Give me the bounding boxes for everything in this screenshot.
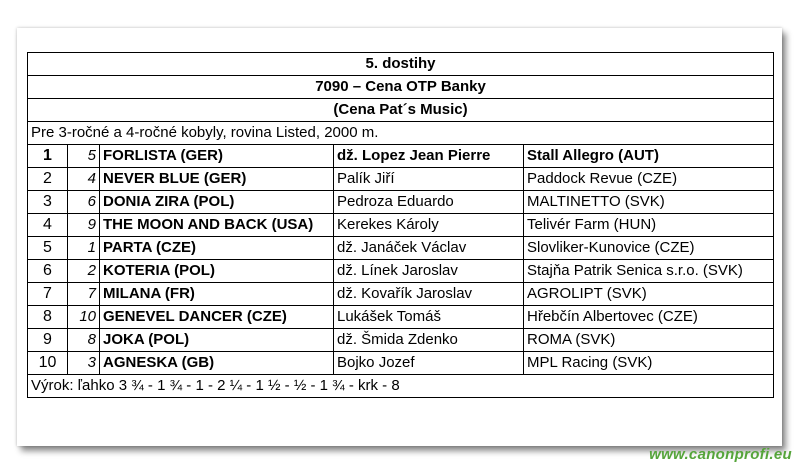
finish-position: 5 <box>28 237 68 260</box>
result-row <box>28 306 774 329</box>
finish-position: 1 <box>28 145 68 168</box>
result-row <box>28 145 774 168</box>
start-number: 9 <box>68 214 100 237</box>
owner-name: Stall Allegro (AUT) <box>524 145 774 168</box>
result-row <box>28 329 774 352</box>
result-row <box>28 191 774 214</box>
horse-name: GENEVEL DANCER (CZE) <box>100 306 334 329</box>
horse-name: DONIA ZIRA (POL) <box>100 191 334 214</box>
owner-name: ROMA (SVK) <box>524 329 774 352</box>
finish-position: 2 <box>28 168 68 191</box>
start-number: 2 <box>68 260 100 283</box>
finish-position: 9 <box>28 329 68 352</box>
result-row <box>28 352 774 375</box>
start-number: 3 <box>68 352 100 375</box>
jockey-name: Palík Jiří <box>334 168 524 191</box>
owner-name: MALTINETTO (SVK) <box>524 191 774 214</box>
start-number: 4 <box>68 168 100 191</box>
jockey-name: Kerekes Károly <box>334 214 524 237</box>
owner-name: MPL Racing (SVK) <box>524 352 774 375</box>
finish-position: 6 <box>28 260 68 283</box>
horse-name: NEVER BLUE (GER) <box>100 168 334 191</box>
result-row <box>28 283 774 306</box>
result-row <box>28 260 774 283</box>
race-conditions: Pre 3-ročné a 4-ročné kobyly, rovina Listed, 2000 m. <box>28 122 774 145</box>
jockey-name: Bojko Jozef <box>334 352 524 375</box>
finish-position: 7 <box>28 283 68 306</box>
result-row <box>28 237 774 260</box>
owner-name: Hřebčín Albertovec (CZE) <box>524 306 774 329</box>
jockey-name: dž. Šmida Zdenko <box>334 329 524 352</box>
finish-position: 4 <box>28 214 68 237</box>
jockey-name: Lukášek Tomáš <box>334 306 524 329</box>
horse-name: JOKA (POL) <box>100 329 334 352</box>
result-row <box>28 168 774 191</box>
horse-name: MILANA (FR) <box>100 283 334 306</box>
start-number: 5 <box>68 145 100 168</box>
watermark: www.canonprofi.eu <box>649 446 792 463</box>
race-number: 5. dostihy <box>28 53 774 76</box>
start-number: 1 <box>68 237 100 260</box>
finish-position: 8 <box>28 306 68 329</box>
owner-name: Slovliker-Kunovice (CZE) <box>524 237 774 260</box>
finish-position: 3 <box>28 191 68 214</box>
owner-name: Telivér Farm (HUN) <box>524 214 774 237</box>
start-number: 6 <box>68 191 100 214</box>
horse-name: THE MOON AND BACK (USA) <box>100 214 334 237</box>
jockey-name: dž. Lopez Jean Pierre <box>334 145 524 168</box>
owner-name: Paddock Revue (CZE) <box>524 168 774 191</box>
start-number: 7 <box>68 283 100 306</box>
start-number: 8 <box>68 329 100 352</box>
race-subtitle: (Cena Pat´s Music) <box>28 99 774 122</box>
owner-name: Stajňa Patrik Senica s.r.o. (SVK) <box>524 260 774 283</box>
race-name: 7090 – Cena OTP Banky <box>28 76 774 99</box>
start-number: 10 <box>68 306 100 329</box>
finish-position: 10 <box>28 352 68 375</box>
owner-name: AGROLIPT (SVK) <box>524 283 774 306</box>
jockey-name: dž. Janáček Václav <box>334 237 524 260</box>
horse-name: PARTA (CZE) <box>100 237 334 260</box>
jockey-name: dž. Línek Jaroslav <box>334 260 524 283</box>
horse-name: AGNESKA (GB) <box>100 352 334 375</box>
result-row <box>28 214 774 237</box>
horse-name: FORLISTA (GER) <box>100 145 334 168</box>
horse-name: KOTERIA (POL) <box>100 260 334 283</box>
race-results-table <box>27 52 774 398</box>
race-verdict: Výrok: ľahko 3 ¾ - 1 ¾ - 1 - 2 ¼ - 1 ½ - ½ - 1 ¾ - krk - 8 <box>28 375 774 398</box>
jockey-name: dž. Kovařík Jaroslav <box>334 283 524 306</box>
jockey-name: Pedroza Eduardo <box>334 191 524 214</box>
